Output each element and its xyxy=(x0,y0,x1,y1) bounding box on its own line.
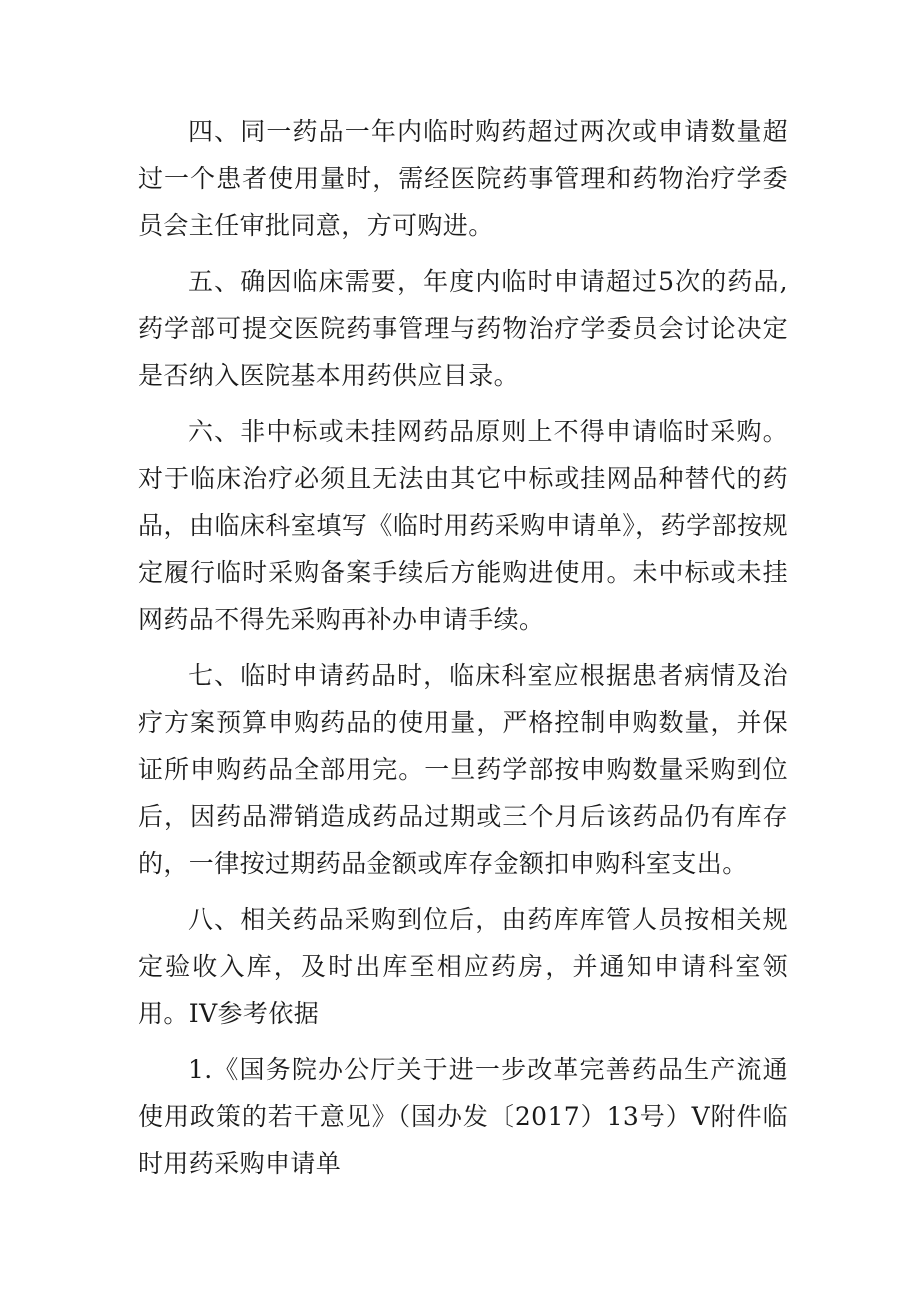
paragraph-4-joint-approval: 四、同一药品一年内临时购药超过两次或申请数量超过一个患者使用量时，需经医院药事管理和药物治疗学委员会主任审批同意，方可购进。 xyxy=(138,117,788,240)
paragraph-7-usage-control: 七、临时申请药品时，临床科室应根据患者病情及治疗方案预算申购药品的使用量，严格控制申购数量，并保证所申购药品全部用完。一旦药学部按申购数量采购到位后，因药品滞销造成药品过期或三个月后该药品仍有库存的，一律按过期药品金额或库存金额扣申购科室支出。 xyxy=(138,661,788,878)
paragraph-5-catalog-inclusion: 五、确因临床需要，年度内临时申请超过5次的药品,药学部可提交医院药事管理与药物治疗学委员会讨论决定是否纳入医院基本用药供应目录。 xyxy=(138,267,788,390)
paragraph-6-non-bid-drugs: 六、非中标或未挂网药品原则上不得申请临时采购。对于临床治疗必须且无法由其它中标或挂网品种替代的药品，由临床科室填写《临时用药采购申请单》，药学部按规定履行临时采购备案手续后方能购进使用。未中标或未挂网药品不得先采购再补办申请手续。 xyxy=(138,417,788,634)
paragraph-reference-1: 1.《国务院办公厅关于进一步改革完善药品生产流通使用政策的若干意见》（国办发〔2017）13号）V附件临时用药采购申请单 xyxy=(138,1055,788,1178)
document-body xyxy=(138,108,788,1196)
paragraph-8-warehousing: 八、相关药品采购到位后，由药库库管人员按相关规定验收入库，及时出库至相应药房，并通知申请科室领用。IV参考依据 xyxy=(138,905,788,1028)
